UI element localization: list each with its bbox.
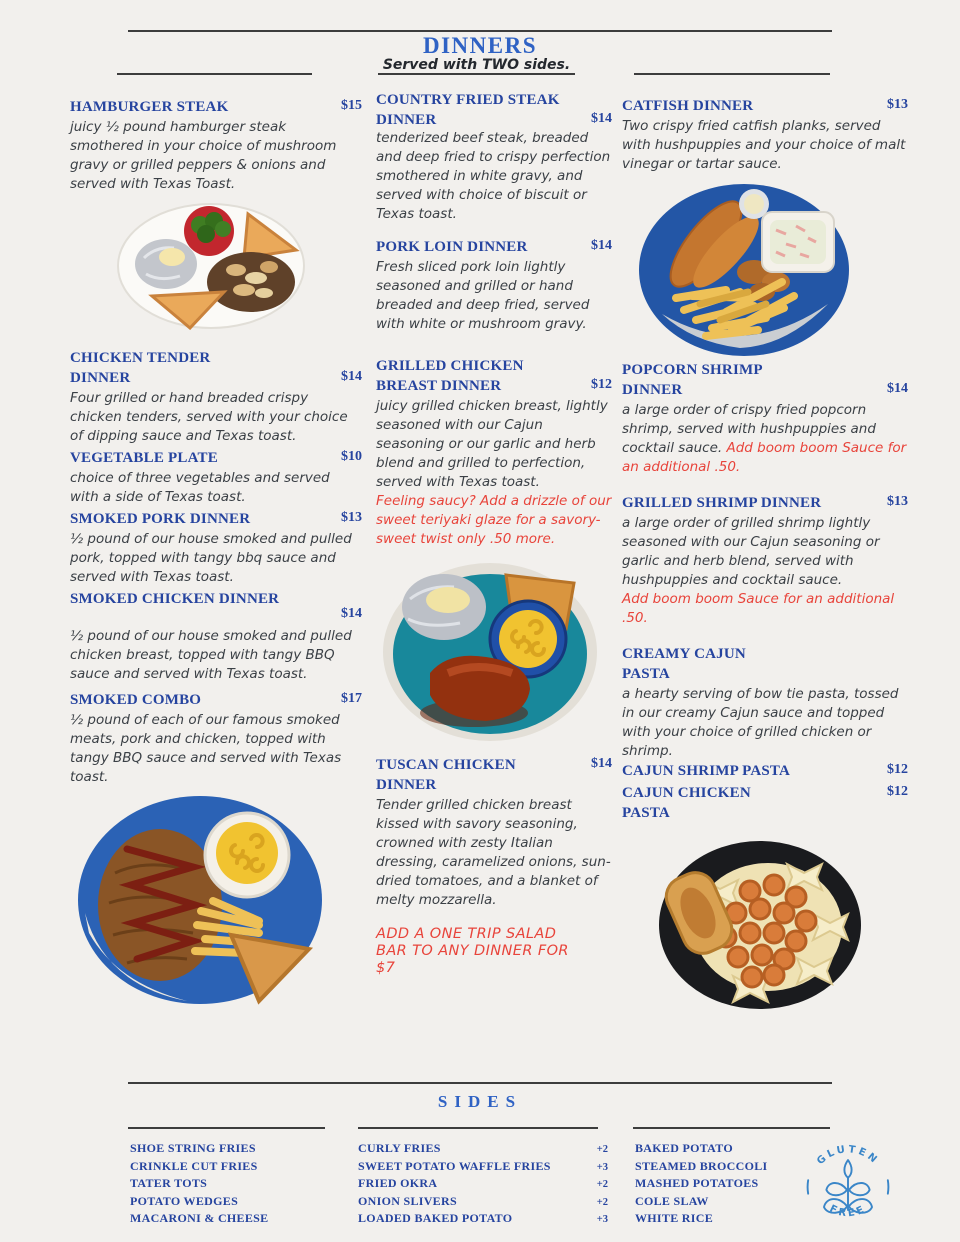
menu-item-pork-loin-dinner: [376, 237, 612, 334]
item-price: $17: [341, 691, 362, 706]
side-item: FRIED OKRA: [358, 1176, 438, 1190]
glazed-chicken-photo: [378, 555, 602, 745]
page-title: DINNERS: [422, 33, 538, 58]
menu-item-smoked-combo: [70, 690, 362, 787]
shrimp-pasta-photo: [654, 839, 866, 1011]
item-description: ½ pound of our house smoked and pulled chicken breast, topped with tangy BBQ sauce and served with Texas toast.: [70, 628, 352, 682]
menu-item-vegetable-plate: [70, 448, 362, 507]
hamburger-steak-photo: [116, 200, 306, 330]
side-item: SWEET POTATO WAFFLE FRIES: [358, 1158, 551, 1173]
item-description: Two crispy fried catfish planks, served with hushpuppies and your choice of malt vinegar or tartar sauce.: [622, 118, 906, 172]
item-head: [376, 356, 612, 396]
side-row: [358, 1158, 608, 1176]
side-item: COLE SLAW: [635, 1193, 709, 1208]
sides-column-1: [130, 1140, 345, 1228]
side-item: CRINKLE CUT FRIES: [130, 1158, 258, 1173]
page-subtitle: Served with TWO sides.: [382, 57, 571, 73]
item-price: $12: [591, 377, 612, 392]
item-head: [622, 783, 908, 823]
divider-left: [117, 73, 312, 75]
side-row: [358, 1210, 608, 1228]
item-price: $13: [887, 97, 908, 112]
item-price: $12: [887, 784, 908, 799]
side-item: ONION SLIVERS: [358, 1193, 457, 1208]
item-price: $12: [887, 762, 908, 777]
menu-column-right: [622, 90, 908, 1011]
menu-item-smoked-chicken-dinner: [70, 589, 362, 684]
side-upcharge: +3: [596, 1161, 608, 1173]
side-upcharge: +2: [596, 1179, 608, 1190]
item-name: SMOKED COMBO: [70, 692, 202, 708]
item-description: Four grilled or hand breaded crispy chicken tenders, served with your choice of dipping sauce and Texas toast.: [70, 390, 348, 444]
side-upcharge: +2: [596, 1144, 608, 1155]
side-row: [358, 1175, 608, 1193]
item-head: [376, 755, 612, 795]
item-description-text: a large order of crispy fried popcorn shrimp, served with hushpuppies and cocktail sauce.: [622, 402, 876, 456]
side-item: LOADED BAKED POTATO: [358, 1211, 513, 1225]
item-name: GRILLED SHRIMP DINNER: [622, 495, 822, 511]
item-head: [70, 690, 362, 710]
item-price: $15: [341, 98, 362, 113]
menu-item-grilled-shrimp-dinner: [622, 493, 908, 628]
item-name: PORK LOIN DINNER: [376, 239, 528, 255]
item-price: $10: [341, 449, 362, 464]
item-name: HAMBURGER STEAK: [70, 99, 229, 115]
catfish-dinner-photo: [636, 178, 852, 358]
menu-item-catfish-dinner: [622, 96, 908, 174]
item-price: $14: [591, 238, 612, 253]
item-price: $14: [887, 381, 908, 396]
side-item: SHOE STRING FRIES: [130, 1141, 256, 1155]
menu-item-smoked-pork-dinner: [70, 509, 362, 587]
divider-middle: [378, 73, 575, 75]
item-head: [622, 761, 908, 781]
item-description: Tender grilled chicken breast kissed with savory seasoning, crowned with zesty Italian dressing, caramelized onions, sun-dried tomatoes, and a blanket of melty mozzarella.: [376, 797, 611, 908]
sides-column-2: [358, 1140, 608, 1228]
boom-boom-upsell-note: Add boom boom Sauce for an additional .50.: [622, 440, 907, 475]
side-item: STEAMED BROCCOLI: [635, 1158, 768, 1173]
side-row: [358, 1193, 608, 1211]
item-head: [622, 493, 908, 513]
menu-item-cajun-chicken-pasta: [622, 783, 908, 823]
item-head: [622, 360, 908, 400]
item-description: ½ pound of our house smoked and pulled pork, topped with tangy bbq sauce and served with Texas toast.: [70, 531, 352, 585]
boom-boom-upsell-note: Add boom boom Sauce for an additional .50.: [622, 591, 895, 626]
item-description: juicy grilled chicken breast, lightly seasoned with our Cajun seasoning or our garlic and herb blend and grilled to perfection, served with Texas toast.: [376, 398, 608, 490]
menu-column-left: [70, 90, 362, 1008]
menu-item-grilled-chicken-breast-dinner: [376, 356, 612, 549]
side-item: MACARONI & CHEESE: [130, 1211, 269, 1225]
menu-item-chicken-tender-dinner: [70, 348, 362, 446]
item-head: [70, 348, 362, 388]
item-name: CREAMY CAJUN PASTA: [622, 646, 746, 682]
side-item: TATER TOTS: [130, 1176, 208, 1190]
side-item: POTATO WEDGES: [130, 1193, 239, 1208]
item-head: [70, 509, 362, 529]
item-name: CAJUN CHICKEN PASTA: [622, 785, 751, 821]
item-description: Fresh sliced pork loin lightly seasoned and grilled or hand breaded and deep fried, served with white or mushroom gravy.: [376, 259, 590, 332]
item-head: [622, 644, 908, 684]
item-price: $14: [591, 756, 612, 771]
menu-column-middle: [376, 85, 612, 977]
item-name: CHICKEN TENDER DINNER: [70, 350, 211, 386]
side-upcharge: +2: [596, 1196, 608, 1208]
divider-top: [128, 30, 832, 32]
item-head: [70, 589, 362, 621]
item-head: [622, 96, 908, 116]
item-name: VEGETABLE PLATE: [70, 450, 218, 466]
item-price: $14: [341, 369, 362, 384]
side-row: [358, 1140, 608, 1158]
item-description: a hearty serving of bow tie pasta, tossed in our creamy Cajun sauce and topped with your choice of grilled chicken or shrimp.: [622, 686, 899, 759]
divider-sides-top: [128, 1082, 832, 1084]
salad-bar-promo: ADD A ONE TRIP SALAD BAR TO ANY DINNER FOR $7: [376, 926, 569, 976]
item-description: juicy ½ pound hamburger steak smothered in your choice of mushroom gravy or grilled peppers & onions and served with Texas Toast.: [70, 119, 337, 192]
item-name: CAJUN SHRIMP PASTA: [622, 763, 791, 779]
smoked-combo-photo: [75, 793, 325, 1008]
item-name: SMOKED CHICKEN DINNER: [70, 591, 280, 607]
sides-title: SIDES: [437, 1092, 523, 1111]
item-head: [376, 90, 612, 130]
side-item: CURLY FRIES: [358, 1141, 441, 1155]
side-item: MASHED POTATOES: [635, 1176, 759, 1190]
item-name: COUNTRY FRIED STEAK DINNER: [376, 92, 560, 128]
item-description: choice of three vegetables and served with a side of Texas toast.: [70, 470, 330, 505]
item-name: CATFISH DINNER: [622, 98, 754, 114]
item-description: a large order of grilled shrimp lightly seasoned with our Cajun seasoning or garlic and herb blend, served with hushpuppies and cocktail sauce.: [622, 515, 880, 588]
item-name: SMOKED PORK DINNER: [70, 511, 251, 527]
item-description: tenderized beef steak, breaded and deep fried to crispy perfection smothered in white gravy, and served with choice of biscuit or Texas toast.: [376, 130, 611, 222]
divider-sides-right: [633, 1127, 830, 1129]
side-upcharge: +3: [596, 1214, 608, 1225]
item-name: GRILLED CHICKEN BREAST DINNER: [376, 358, 524, 394]
side-item: BAKED POTATO: [635, 1141, 733, 1155]
item-head: [70, 97, 362, 117]
item-price: $14: [591, 111, 612, 126]
divider-sides-left: [128, 1127, 325, 1129]
menu-item-country-fried-steak-dinner: [376, 90, 612, 224]
menu-item-hamburger-steak: [70, 97, 362, 194]
item-price: $13: [341, 510, 362, 525]
item-name: POPCORN SHRIMP DINNER: [622, 362, 762, 398]
menu-item-popcorn-shrimp-dinner: [622, 360, 908, 477]
item-price: $13: [887, 494, 908, 509]
item-head: [70, 448, 362, 468]
menu-item-creamy-cajun-pasta: [622, 644, 908, 761]
side-item: WHITE RICE: [635, 1211, 714, 1225]
divider-right: [634, 73, 830, 75]
item-description: ½ pound of each of our famous smoked meats, pork and chicken, topped with tangy BBQ sauce and served with Texas toast.: [70, 712, 342, 785]
menu-item-tuscan-chicken-dinner: [376, 755, 612, 910]
badge-bottom-text: FREE: [827, 1203, 869, 1220]
gluten-free-badge-icon: [800, 1138, 896, 1234]
item-description: [622, 401, 908, 477]
svg-text:GLUTEN: [815, 1144, 881, 1167]
item-price: $14: [341, 606, 362, 621]
menu-item-cajun-shrimp-pasta: [622, 761, 908, 781]
badge-top-text: GLUTEN: [815, 1144, 881, 1168]
item-head: [376, 237, 612, 257]
divider-sides-middle: [358, 1127, 598, 1129]
teriyaki-upsell-note: Feeling saucy? Add a drizzle of our sweet teriyaki glaze for a savory-sweet twist only .50 more.: [376, 493, 612, 547]
item-name: TUSCAN CHICKEN DINNER: [376, 757, 516, 793]
